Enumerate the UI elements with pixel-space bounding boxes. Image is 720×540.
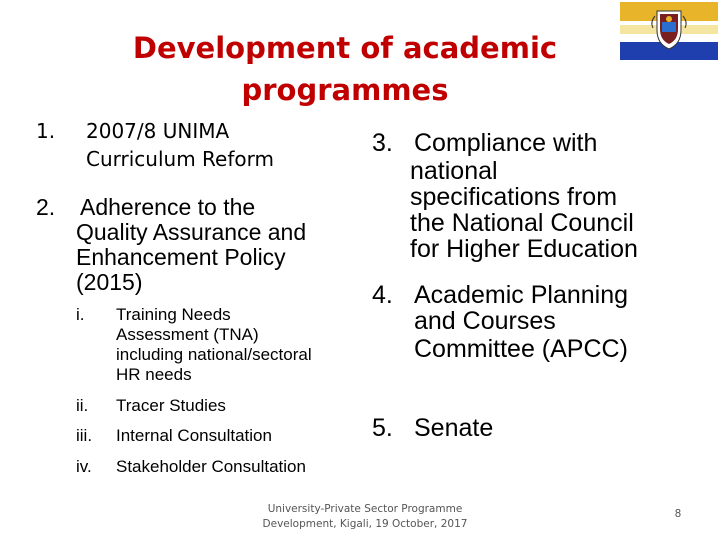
subitem-i-line-2: Assessment (TNA) [116, 325, 259, 344]
item-2-line-1: Adherence to the [80, 194, 256, 220]
item-3-line-5: for Higher Education [410, 235, 638, 263]
item-5-number: 5. [372, 414, 393, 442]
item-2-line-3: Enhancement Policy [76, 244, 286, 270]
subitem-iii-number: iii. [76, 426, 93, 445]
item-2-line-2: Quality Assurance and [76, 219, 307, 245]
footer-line-2: Development, Kigali, 19 October, 2017 [262, 518, 468, 530]
item-4-number: 4. [372, 281, 393, 309]
item-3-line-2: national [410, 157, 498, 185]
item-1-line-2: Curriculum Reform [86, 147, 274, 171]
subitem-iv-number: iv. [76, 457, 92, 476]
item-1-line-1: 2007/8 UNIMA [86, 119, 230, 143]
item-1-number: 1. [36, 119, 56, 143]
slide-title-line-2: programmes [241, 73, 449, 107]
subitem-i-line-4: HR needs [116, 365, 192, 384]
university-crest-flag-icon [620, 2, 718, 62]
item-4-line-2: and Courses [414, 307, 556, 335]
item-2-number: 2. [36, 194, 56, 220]
subitem-ii-number: ii. [76, 396, 89, 415]
item-2-line-4: (2015) [76, 269, 143, 295]
item-3-line-1: Compliance with [414, 129, 598, 157]
page-number: 8 [674, 508, 682, 520]
item-5-line-1: Senate [414, 414, 494, 442]
subitem-i-number: i. [76, 305, 85, 324]
subitem-ii-line-1: Tracer Studies [116, 396, 226, 415]
item-3-number: 3. [372, 129, 393, 157]
subitem-i-line-3: including national/sectoral [116, 345, 312, 364]
item-4-line-1: Academic Planning [414, 281, 629, 309]
slide-title-line-1: Development of academic [132, 31, 558, 65]
footer-line-1: University-Private Sector Programme [267, 503, 463, 515]
item-4-line-3: Committee (APCC) [414, 335, 628, 363]
item-3-line-3: specifications from [410, 183, 618, 211]
subitem-i-line-1: Training Needs [116, 305, 231, 324]
item-3-line-4: the National Council [410, 209, 634, 237]
subitem-iii-line-1: Internal Consultation [116, 426, 272, 445]
subitem-iv-line-1: Stakeholder Consultation [116, 457, 306, 476]
